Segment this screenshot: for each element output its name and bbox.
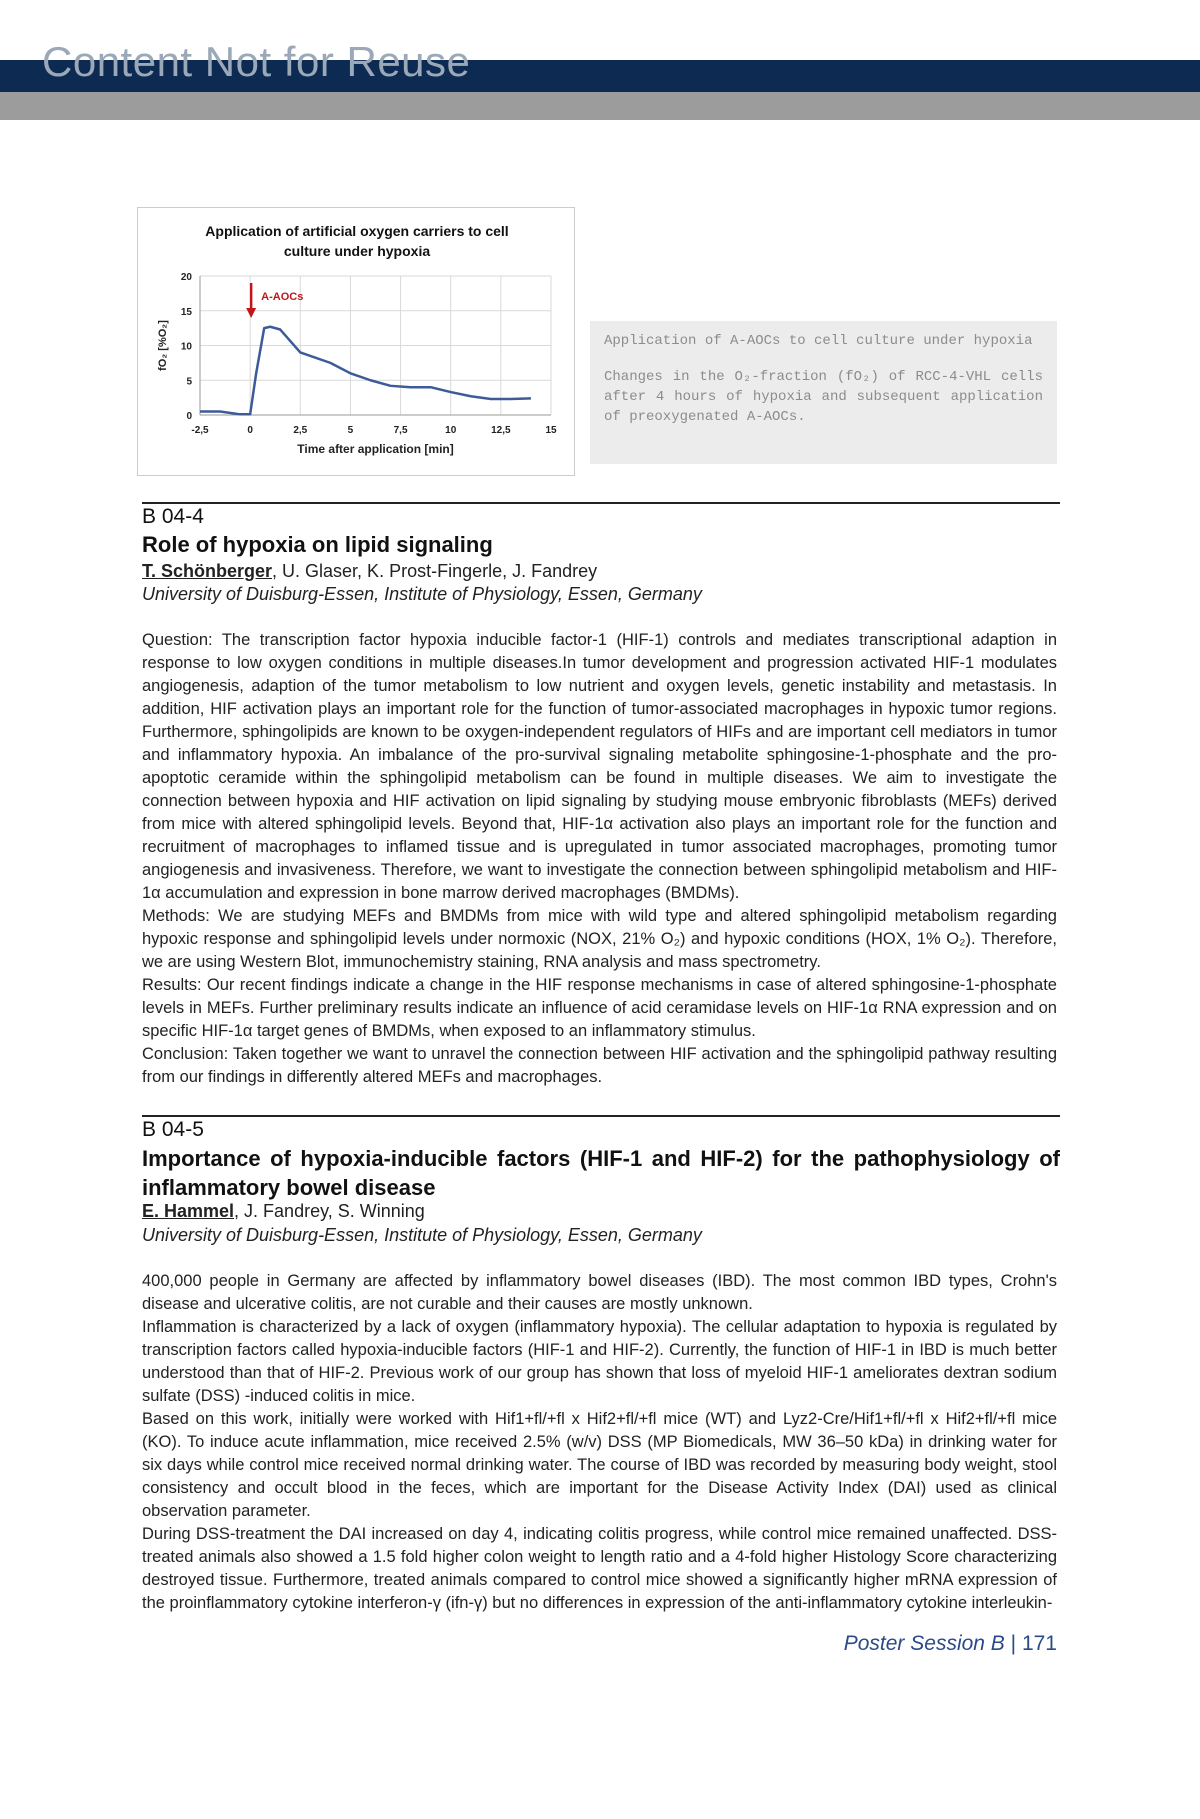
series-line — [200, 327, 531, 415]
x-tick-label: 5 — [347, 425, 354, 436]
paragraph: Inflammation is characterized by a lack of oxygen (inflammatory hypoxia). The cellular adaptation to hypoxia is regulated by transcription factors called hypoxia-inducible factors (HIF-1 and HIF-2). Currently, the function of HIF-1 in IBD is much better understood than that of HIF-2. Previous work of our group has shown that loss of myeloid HIF-1 ameliorates dextran sodium sulfate (DSS) -induced colitis in mice. — [142, 1318, 1057, 1405]
abstract-title: Importance of hypoxia-inducible factors (HIF-1 and HIF-2) for the pathophysiology of inflammatory bowel disease — [142, 1146, 1060, 1200]
x-tick-label: 2,5 — [293, 425, 308, 436]
footer-separator: | — [1004, 1632, 1022, 1655]
presenting-author: T. Schönberger — [142, 561, 273, 581]
figure-chart — [137, 207, 575, 476]
paragraph-results: Results: Our recent findings indicate a change in the HIF response mechanisms in case of altered sphingosine-1-phosphate levels in MEFs. Further preliminary results indicate an influence of acid ceramidase levels on HIF-1α RNA expression and on specific HIF-1α target genes of BMDMs, when exposed to an inflammatory stimulus. — [142, 976, 1057, 1040]
chart-title-line-2: culture under hypoxia — [283, 243, 431, 259]
x-tick-label: 12,5 — [491, 425, 511, 436]
section-rule — [142, 1115, 1060, 1117]
section-rule — [142, 502, 1060, 504]
x-tick-label: 15 — [545, 425, 557, 436]
x-tick-label: -2,5 — [191, 425, 209, 436]
page-footer — [844, 1632, 1057, 1656]
abstract-id: B 04-5 — [142, 1118, 204, 1141]
abstract-body — [142, 1270, 1057, 1615]
author-list — [142, 1201, 425, 1222]
y-tick-label: 5 — [186, 376, 192, 388]
paragraph-question: Question: The transcription factor hypoxia inducible factor-1 (HIF-1) controls and mediates transcriptional adaption in response to low oxygen conditions in multiple diseases.In tumor development and progression activated HIF-1 modulates angiogenesis, adaption of the tumor metabolism to low nutrient and oxygen levels, genetic instability and metastasis. In addition, HIF activation plays an important role for the function of tumor-associated macrophages in hypoxic tumor regions. Furthermore, sphingolipids are known to be oxygen-independent regulators of HIFs and are important cell mediators in tumor and inflammatory hypoxia. An imbalance of the pro-survival signaling metabolite sphingosine-1-phosphate and the pro-apoptotic ceramide within the sphingolipid metabolism can be found in multiple diseases. We aim to investigate the connection between hypoxia and HIF activation on lipid signaling by studying mouse embryonic fibroblasts (MEFs) derived from mice with altered sphingolipid levels. Beyond that, HIF-1α activation also plays an important role for the function and recruitment of macrophages to inflamed tissue and is upregulated in tumor associated macrophages, promoting tumor angiogenesis and invasiveness. Therefore, we want to investigate the connection between sphingolipid metabolism and HIF-1α accumulation and expression in bone marrow derived macrophages (BMDMs). — [142, 631, 1057, 902]
presenting-author: E. Hammel — [142, 1201, 235, 1221]
watermark: Content Not for Reuse — [42, 38, 471, 85]
author-list — [142, 561, 597, 582]
y-axis-label: fO₂ [%O₂] — [157, 320, 169, 371]
paragraph-methods: Methods: We are studying MEFs and BMDMs from mice with wild type and altered sphingolipid metabolism regarding hypoxic response and sphingolipid levels under normoxic (NOX, 21% O₂) and hypoxic conditions (HOX, 1% O₂). Therefore, we are using Western Blot, immunochemistry staining, RNA analysis and mass spectrometry. — [142, 907, 1057, 971]
y-tick-label: 20 — [180, 272, 192, 283]
x-tick-label: 0 — [247, 425, 253, 436]
abstract-body — [142, 629, 1057, 1089]
paragraph: Based on this work, initially were worked with Hif1+fl/+fl x Hif2+fl/+fl mice (WT) and Lyz2-Cre/Hif1+fl/+fl x Hif2+fl/+fl mice (KO). To induce acute inflammation, mice received 2.5% (w/v) DSS (MP Biomedicals, MW 36–50 kDa) in drinking water for six days while control mice received normal drinking water. The course of IBD was recorded by measuring body weight, stool consistency and occult blood in the feces, which are important for the Disease Activity Index (DAI) used as clinical observation parameter. — [142, 1410, 1057, 1520]
annotation-arrow-head — [246, 308, 256, 318]
header-band-grey — [0, 92, 1200, 120]
co-authors: , U. Glaser, K. Prost-Fingerle, J. Fandrey — [272, 561, 598, 581]
y-tick-label: 0 — [186, 411, 192, 422]
figure-caption — [590, 321, 1057, 464]
line-chart — [138, 208, 576, 477]
y-tick-label: 15 — [180, 306, 192, 318]
annotation-label: A-AOCs — [261, 291, 304, 303]
paragraph: 400,000 people in Germany are affected by inflammatory bowel diseases (IBD). The most common IBD types, Crohn's disease and ulcerative colitis, are not curable and their causes are mostly unknown. — [142, 1272, 1057, 1313]
caption-text: Changes in the O₂-fraction (fO₂) of RCC-4-VHL cells after 4 hours of hypoxia and subsequent application of preoxygenated A-AOCs. — [604, 369, 1043, 425]
paragraph: During DSS-treatment the DAI increased on day 4, indicating colitis progress, while control mice remained unaffected. DSS-treated animals also showed a 1.5 fold higher colon weight to length ratio and a 4-fold higher Histology Score characterizing destroyed tissue. Furthermore, treated animals compared to control mice showed a significantly higher mRNA expression of the proinflammatory cytokine interferon-γ (ifn-γ) but no differences in expression of the anti-inflammatory cytokine interleukin- — [142, 1525, 1057, 1612]
x-tick-label: 10 — [445, 425, 457, 436]
chart-title-line-1: Application of artificial oxygen carriers to cell — [205, 223, 509, 239]
affiliation: University of Duisburg-Essen, Institute of Physiology, Essen, Germany — [142, 1225, 702, 1245]
paragraph-conclusion: Conclusion: Taken together we want to unravel the connection between HIF activation and the sphingolipid pathway resulting from our findings in differently altered MEFs and macrophages. — [142, 1045, 1057, 1086]
page-number: 171 — [1021, 1632, 1057, 1655]
x-axis-label: Time after application [min] — [297, 442, 454, 456]
affiliation: University of Duisburg-Essen, Institute of Physiology, Essen, Germany — [142, 584, 702, 604]
co-authors: , J. Fandrey, S. Winning — [234, 1201, 425, 1221]
caption-title: Application of A-AOCs to cell culture under hypoxia — [604, 333, 1033, 349]
session-label: Poster Session B — [843, 1632, 1005, 1655]
abstract-id: B 04-4 — [142, 505, 204, 528]
y-tick-label: 10 — [180, 341, 192, 353]
x-tick-label: 7,5 — [393, 425, 408, 436]
abstract-title: Role of hypoxia on lipid signaling — [142, 532, 493, 557]
